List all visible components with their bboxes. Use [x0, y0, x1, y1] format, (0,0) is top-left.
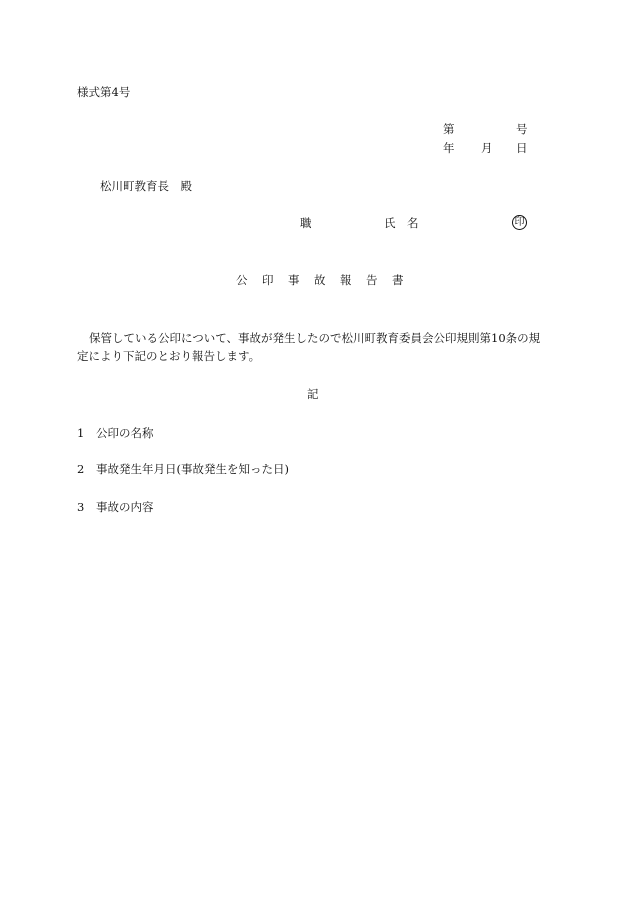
reporter-position: 職	[300, 216, 312, 230]
date-year: 年	[443, 141, 455, 155]
document-number-prefix: 第	[443, 122, 455, 136]
body-line-1: 保管している公印について、事故が発生したので松川町教育委員会公印規則第10条の規	[89, 331, 541, 345]
item-2-number: 2	[77, 462, 85, 476]
form-number: 様式第4号	[77, 85, 131, 99]
item-1-number: 1	[77, 426, 85, 440]
ki-heading: 記	[307, 387, 319, 401]
reporter-name-label: 氏 名	[384, 216, 419, 230]
body-line-2: 定により下記のとおり報告します。	[77, 349, 261, 363]
date-month: 月	[481, 141, 493, 155]
seal-mark: 印	[512, 215, 527, 230]
item-3-label: 事故の内容	[96, 500, 154, 514]
document-number-suffix: 号	[516, 122, 528, 136]
item-2-label: 事故発生年月日(事故発生を知った日)	[96, 462, 289, 476]
date-day: 日	[516, 141, 528, 155]
item-3-number: 3	[77, 500, 85, 514]
document-title: 公印事故報告書	[236, 273, 418, 287]
addressee: 松川町教育長 殿	[100, 179, 192, 193]
item-1-label: 公印の名称	[96, 426, 154, 440]
